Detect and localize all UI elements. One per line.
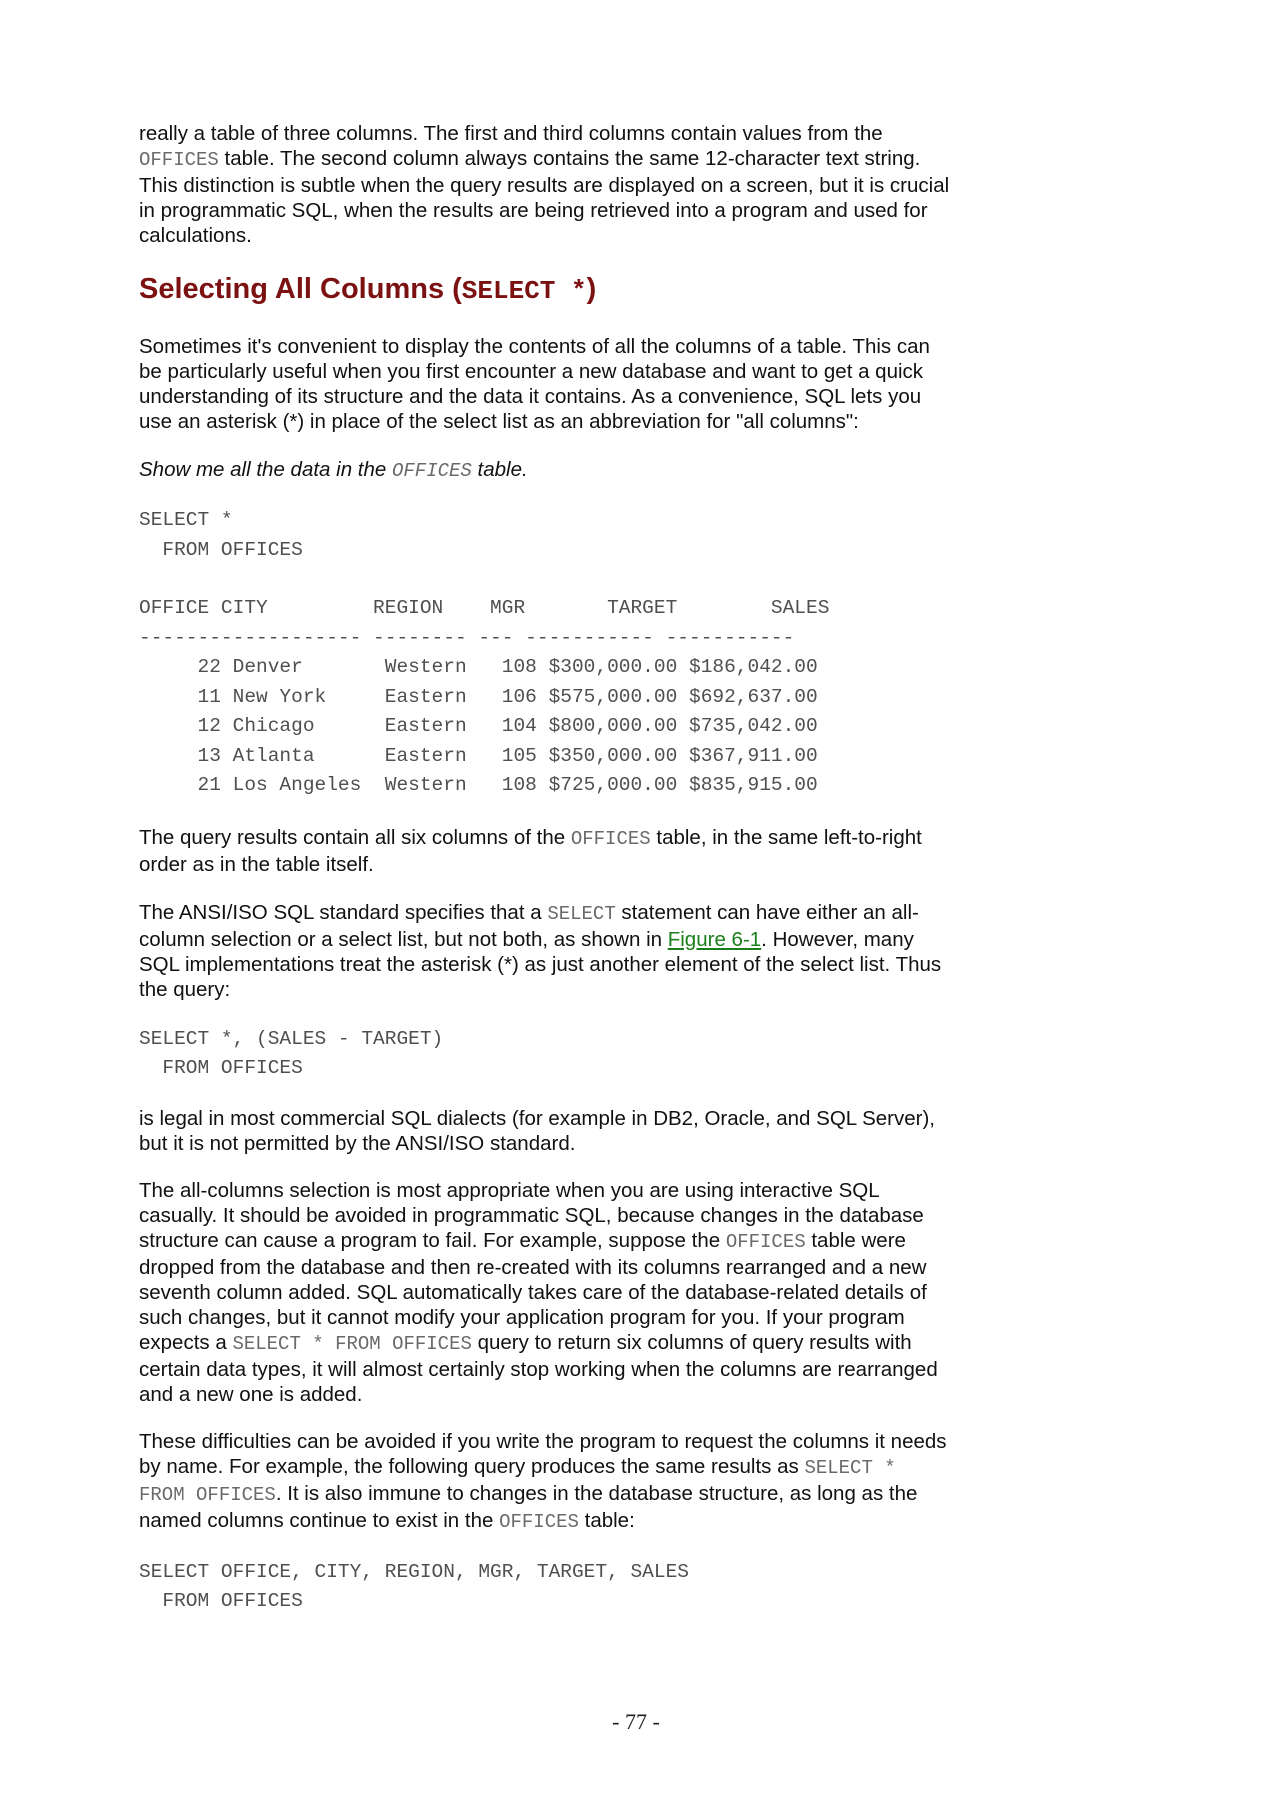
inline-code: OFFICES — [570, 827, 651, 850]
figure-6-1-link[interactable]: Figure 6-1 — [667, 927, 762, 951]
inline-code: OFFICES — [139, 149, 219, 171]
page-content — [139, 121, 999, 1617]
intro-line: This distinction is subtle when the query results are displayed on a screen, but it is crucial — [139, 174, 950, 197]
code-block-select-named-columns: SELECT OFFICE, CITY, REGION, MGR, TARGET, SALES FROM OFFICES — [139, 1560, 689, 1612]
inline-code: OFFICES — [392, 460, 472, 482]
inline-code: SELECT * FROM OFFICES — [232, 1332, 472, 1355]
paragraph-dialects: is legal in most commercial SQL dialects (for example in DB2, Oracle, and SQL Server), but it is not permitted by the ANSI/ISO standard. — [139, 1106, 935, 1155]
inline-code: SELECT * — [804, 1456, 896, 1479]
query-results-table: OFFICE CITY REGION MGR TARGET SALES ------------------- -------- --- ----------- ----------- 22 Denver Western 108 $300,000.00 $186,042.00 11 New York Eastern 106 $575,000.00 $692,637.00 12 Chicago Eastern 104 $800,000.00 $735,042.00 13 Atlanta Eastern 105 $350,000.00 $367,911.00 21 Los Angeles Western 108 $725,000.00 $835,915.00 — [139, 597, 830, 796]
inline-code: SELECT — [547, 902, 616, 925]
section-heading: Selecting All Columns (SELECT *) — [139, 273, 597, 306]
inline-code: OFFICES — [725, 1230, 806, 1253]
inline-code: FROM OFFICES — [139, 1483, 276, 1506]
paragraph-intro-asterisk: Sometimes it's convenient to display the contents of all the columns of a table. This can be particularly useful when you first encounter a new database and want to get a quick understanding of its structure and the data it contains. As a convenience, SQL lets you use an asterisk (*) in place of the select list as an abbreviation for "all columns": — [139, 335, 930, 433]
intro-line: really a table of three columns. The first and third columns contain values from the — [139, 122, 883, 145]
intro-paragraph — [139, 121, 999, 248]
intro-line: in programmatic SQL, when the results are being retrieved into a program and used for — [139, 199, 928, 222]
paragraph-results: The query results contain all six columns of the OFFICES table, in the same left-to-right order as in the table itself. — [139, 825, 922, 876]
inline-code: OFFICES — [499, 1510, 579, 1533]
code-block-select-star-expression: SELECT *, (SALES - TARGET) FROM OFFICES — [139, 1027, 444, 1079]
paragraph-programmatic: The all-columns selection is most appropriate when you are using interactive SQL casually. It should be avoided in programmatic SQL, because changes in the database structure can cause a program to fail. For example, suppose the OFFICES table were dropped from the database and then re-created with its columns rearranged and a new seventh column added. SQL automatically takes care of the database-related details of such changes, but it cannot modify your application program for you. If your program expects a SELECT * FROM OFFICES query to return six columns of query results with certain data types, it will almost certainly stop working when the columns are rearranged and a new one is added. — [139, 1178, 938, 1406]
intro-line: table. The second column always contains the same 12-character text string. — [218, 147, 921, 170]
intro-line: calculations. — [139, 224, 252, 247]
example-caption: Show me all the data in the OFFICES table. — [139, 458, 528, 482]
page-number: - 77 - — [612, 1709, 660, 1734]
code-block-select-all: SELECT * FROM OFFICES — [139, 509, 303, 561]
heading-code: SELECT * — [461, 276, 587, 306]
paragraph-ansi: The ANSI/ISO SQL standard specifies that a SELECT statement can have either an all- column selection or a select list, but not both, as shown in Figure 6-1. However, many SQL implementations treat the asterisk (*) as just another element of the select list. Thus the query: — [139, 900, 942, 1001]
paragraph-by-name: These difficulties can be avoided if you write the program to request the columns it needs by name. For example, the following query produces the same results as SELECT * FROM OFFICES. It is also immune to changes in the database structure, as long as the named columns continue to exist in the OFFICES table: — [139, 1429, 947, 1533]
